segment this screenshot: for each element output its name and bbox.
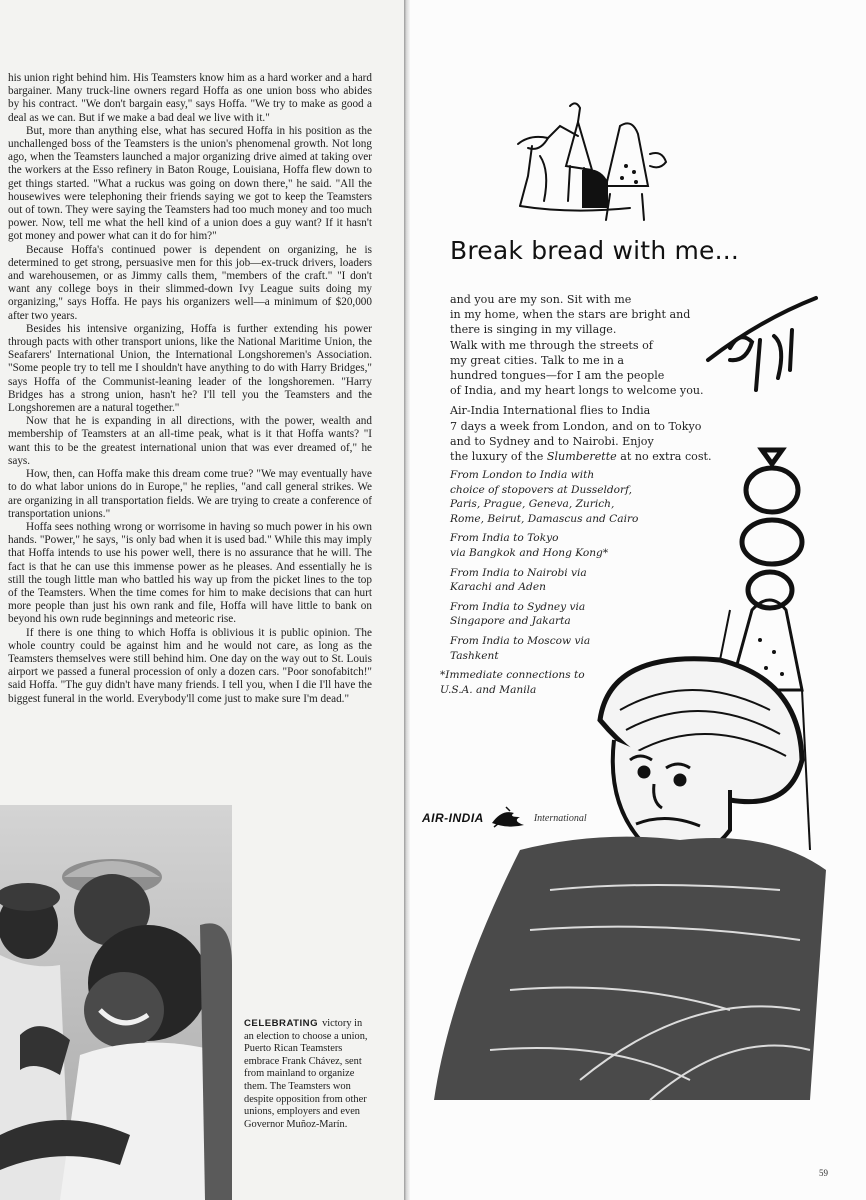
route-line: From India to Moscow via bbox=[450, 634, 591, 647]
article-paragraph: If there is one thing to which Hoffa is oblivious it is public opinion. The whole country could be against him and he would not care, as long as the Teamsters themselves were still behind him. One day on the way out to St. Louis airport we passed a funeral procession of only a dozen cars. "Poor sonofabitch!" said Hoffa. "The guy didn't have many friends. I tell you, when I die I'll have the biggest funeral in the world. Everybody'll come just to make sure I'm dead." bbox=[8, 626, 372, 705]
article-body bbox=[8, 72, 372, 706]
body-line: Walk with me through the streets of bbox=[450, 338, 653, 352]
body-line: in my home, when the stars are bright and bbox=[450, 308, 691, 322]
teamsters-celebration-photo bbox=[0, 805, 232, 1200]
air-india-logo bbox=[422, 804, 622, 832]
article-paragraph: Because Hoffa's continued power is dependent on organizing, he is determined to get strong, persuasive men for this job—ex-truck drivers, loaders and warehousemen, or as Jimmy calls them, "members of the craft." "I don't want any college boys in their slimmed-down Ivy League suits doing my organizing," says Hoffa. He pays his organizers well—a minimum of $20,000 after two years. bbox=[8, 243, 372, 322]
body-line: and you are my son. Sit with me bbox=[450, 293, 632, 306]
article-paragraph: Besides his intensive organizing, Hoffa is further extending his power through pacts with other transport unions, like the National Maritime Union, the Seafarers' International Union, the International Longshoremen's Association. "Some people try to tell me I shouldn't have anything to do with Harry Bridges," says Hoffa of the Communist-leaning leader of the longshoremen. "Harry Bridges has a strong union, hasn't he? I'll tell you the Teamsters and the Longshoremen are a natural together." bbox=[8, 322, 372, 415]
photo-caption bbox=[244, 1018, 374, 1131]
route-line: From India to Sydney via bbox=[450, 600, 586, 613]
body-line: Air-India International flies to India bbox=[450, 404, 651, 418]
body-line: there is singing in my village. bbox=[450, 323, 617, 337]
article-paragraph: Now that he is expanding in all directions, with the power, wealth and membership of Teamsters at an all-time peak, what is it that Hoffa wants? "I want this to be the greatest international union that was ever dreamed of," he says. bbox=[8, 415, 372, 467]
route-line: Karachi and Aden bbox=[450, 581, 546, 594]
route-line: Paris, Prague, Geneva, Zurich, bbox=[450, 498, 615, 511]
caption-text: victory in an election to choose a union, Puerto Rican Teamsters embrace Frank Chávez, sent from mainland to organize them. The Teamsters won despite opposition from other unions, employers and even Governor Muñoz-Marín. bbox=[244, 1018, 368, 1130]
luxury-prefix: the luxury of the bbox=[450, 450, 547, 464]
body-line: my great cities. Talk to me in a bbox=[450, 353, 625, 367]
luxury-suffix: at no extra cost. bbox=[616, 450, 712, 464]
article-paragraph: How, then, can Hoffa make this dream come true? "We may eventually have to do what labor unions do in Europe," he replies, "and call general strikes. We are organizing in all transportation fields. We are trying to create a conference of transportation unions." bbox=[8, 468, 372, 520]
footnote-line: *Immediate connections to bbox=[440, 669, 585, 682]
body-line: of India, and my heart longs to welcome you. bbox=[450, 384, 704, 398]
footnote-line: U.S.A. and Manila bbox=[440, 683, 537, 696]
body-line: hundred tongues—for I am the people bbox=[450, 369, 665, 383]
slumberette-emphasis: Slumberette bbox=[546, 450, 617, 464]
airline-name: AIR-INDIA bbox=[422, 811, 484, 825]
route-line: choice of stopovers at Dusseldorf, bbox=[450, 483, 633, 496]
article-paragraph: Hoffa sees nothing wrong or worrisome in having so much power in his own hands. "Power," he says, "is only bad when it is used bad." While this may imply that Hoffa intends to use his power well, there is no assurance that he will. The fact is that he can use this immense power as he pleases. And essentially he is still the tough little man who battled his way up from the picket lines to the top of the Teamsters. When the time comes for him to make decisions that can hurt more people than just his own rank and file, Hoffa will have little to bank on beyond his own rude beginnings and meteoric rise. bbox=[8, 520, 372, 626]
route-line: Tashkent bbox=[450, 649, 499, 662]
route-line: From India to Tokyo bbox=[450, 532, 559, 545]
caption-lead: CELEBRATING bbox=[244, 1018, 319, 1029]
airline-subtitle: International bbox=[533, 812, 587, 824]
article-paragraph: his union right behind him. His Teamsters know him as a hard worker and a hard bargainer. Many truck-line owners regard Hoffa as one union boss who abides by his contract. "We don't bargain easy," says Hoffa. "We try to make as good a deal as we can. But if we make a bad deal we live with it." bbox=[8, 72, 372, 124]
body-line: and to Sydney and to Nairobi. Enjoy bbox=[450, 434, 654, 448]
body-line: 7 days a week from London, and on to Tokyo bbox=[450, 419, 702, 433]
route-line: From London to India with bbox=[450, 469, 595, 481]
village-figures-sketch bbox=[510, 96, 680, 226]
route-line: From India to Nairobi via bbox=[450, 566, 587, 579]
route-line: via Bangkok and Hong Kong* bbox=[450, 546, 609, 559]
route-line: Singapore and Jakarta bbox=[450, 615, 571, 628]
turbaned-man-sketch bbox=[430, 290, 850, 1110]
ad-headline: Break bread with me... bbox=[450, 236, 740, 265]
air-india-advertisement bbox=[410, 0, 866, 1200]
flying-archer-icon bbox=[488, 805, 528, 831]
article-paragraph: But, more than anything else, what has secured Hoffa in his position as the unchallenged boss of the Teamsters is the union's phenomenal growth. Not long ago, when the Teamsters launched a major organizing drive aimed at taking over the workers at the Esso refinery in Baton Rouge, Louisiana, Hoffa flew down to get things started. "What a ruckus was going on down there," he said. "All the housewives were telephoning their friends saying we got to keep the Teamsters out of town. They were saying the Teamsters had too much money and too much power. Now, tell me what the hell kind of a union does a guy want? If it hasn't got money and power what can it do for him?" bbox=[8, 124, 372, 243]
route-line: Rome, Beirut, Damascus and Cairo bbox=[450, 512, 639, 525]
page-number: 59 bbox=[819, 1168, 828, 1178]
left-page bbox=[0, 0, 404, 1200]
